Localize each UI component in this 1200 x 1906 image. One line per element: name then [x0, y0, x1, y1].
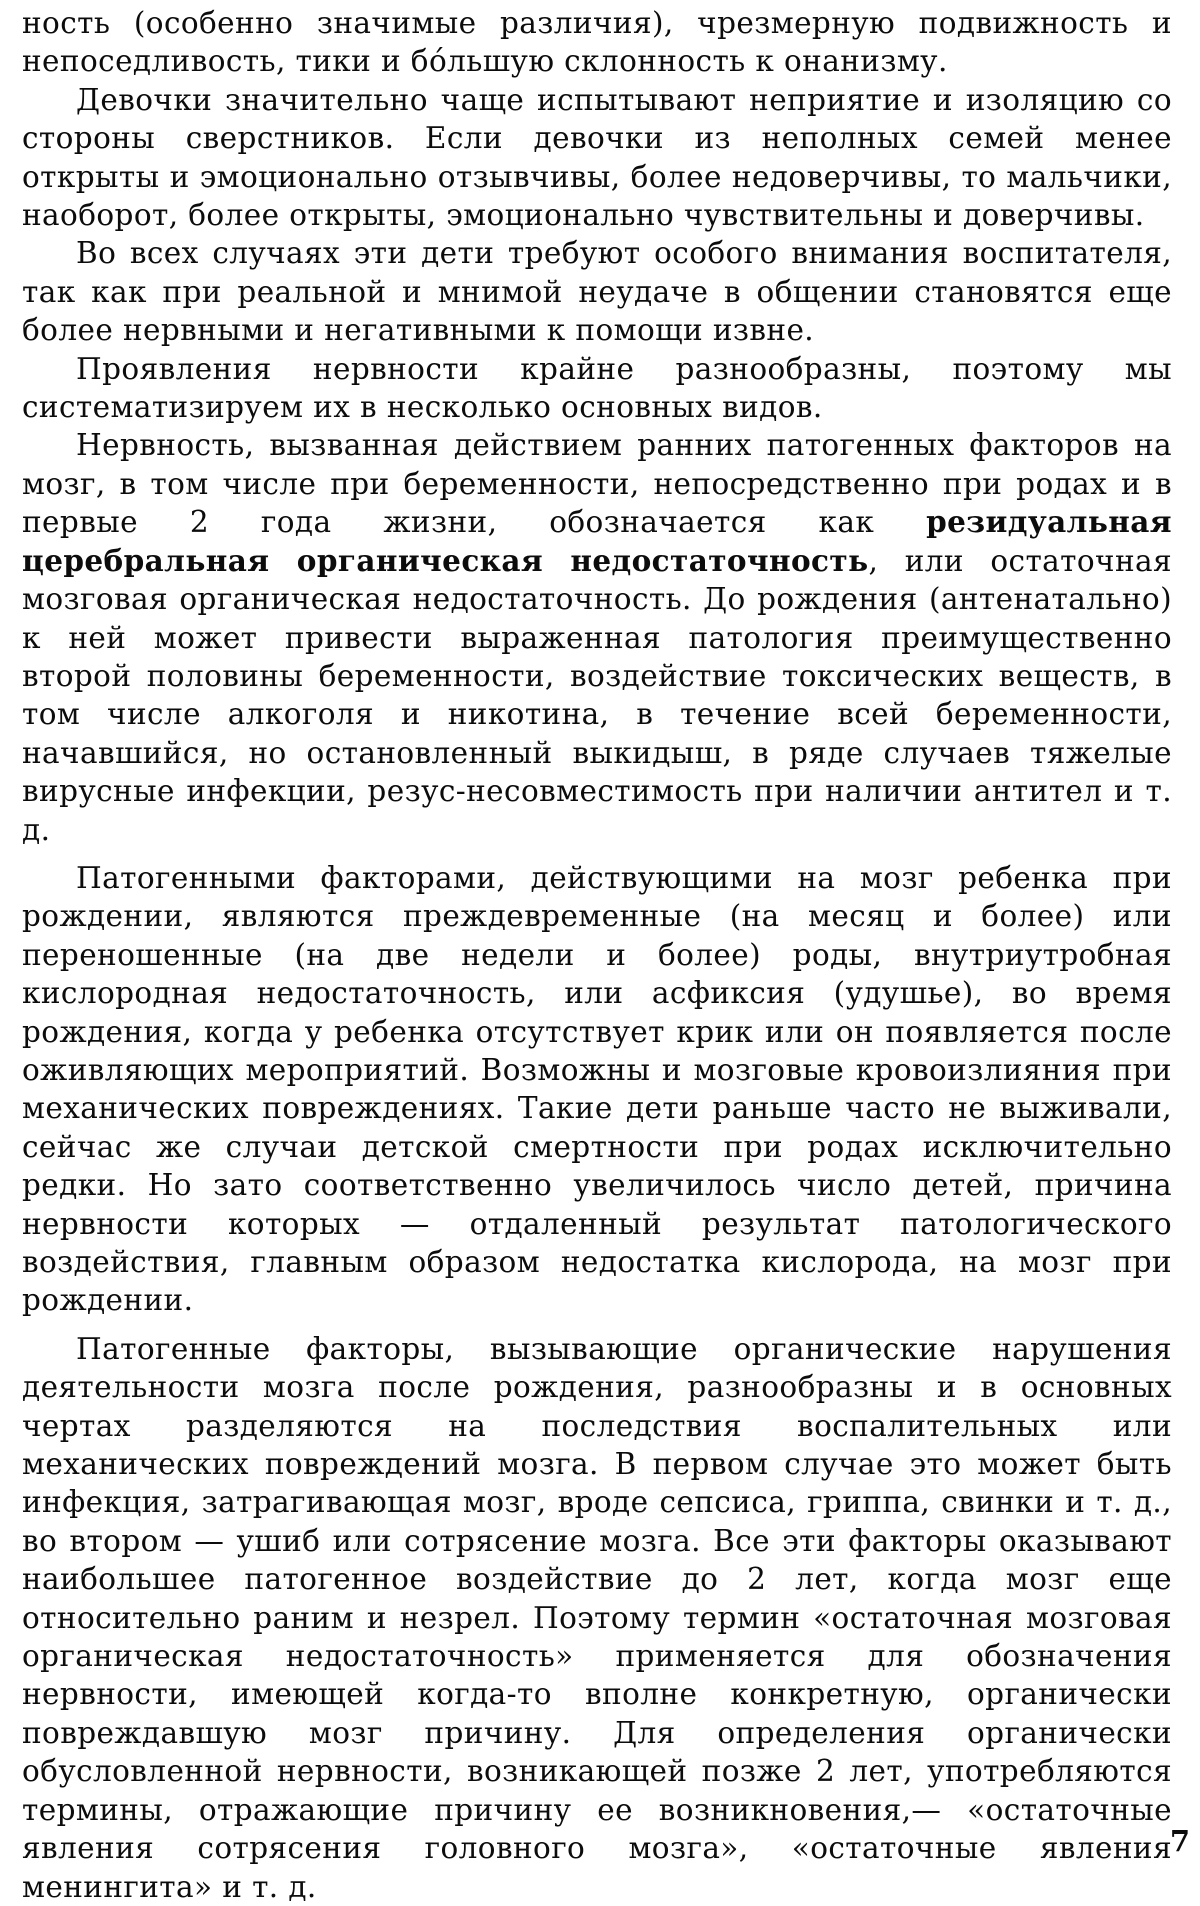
paragraph-postnatal-factors: [22, 1330, 1172, 1906]
paragraph-teacher-attention: [22, 234, 1172, 349]
paragraph-residual-insufficiency: [22, 426, 1172, 848]
paragraph-text: ность (особенно значимые различия), чрезмерную подвижность и непоседливость, тики и бóльшую склонность к онанизму.: [22, 6, 1172, 79]
paragraph-text: , или остаточная мозговая органическая недостаточность. До рождения (антенатально) к ней может привести выраженная патология преимущественно второй половины беременности, воздействие токсических веществ, в том числе алкоголя и никотина, в течение всей беременности, начавшийся, но остановленный выкидыш, в ряде случаев тяжелые вирусные инфекции, резус-несовместимость при наличии антител и т. д.: [22, 543, 1173, 847]
paragraph-text: Нервность, вызванная действием ранних патогенных факторов на мозг, в том числе при беременности, непосредственно при родах и в первые 2 года жизни, обозначается как: [22, 428, 1172, 540]
paragraph-text: Во всех случаях эти дети требуют особого внимания воспитателя, так как при реальной и мнимой неудаче в общении становятся еще более нервными и негативными к помощи извне.: [22, 236, 1172, 348]
paragraph-text: Патогенные факторы, вызывающие органические нарушения деятельности мозга после рождения, разнообразны и в основных чертах разделяются на последствия воспалительных или механических повреждений мозга. В первом случае это может быть инфекция, затрагивающая мозг, вроде сепсиса, гриппа, свинки и т. д., во втором — ушиб или сотрясение мозга. Все эти факторы оказывают наибольшее патогенное воздействие до 2 лет, когда мозг еще относительно раним и незрел. Поэтому термин «остаточная мозговая органическая недостаточность» применяется для обозначения нервности, имеющей когда-то вполне конкретную, органически повреждавшую мозг причину. Для определения органически обусловленной нервности, возникающей позже 2 лет, употребляются термины, отражающие причину ее возникновения,— «остаточные явления сотрясения головного мозга», «остаточные явления менингита» и т. д.: [22, 1331, 1172, 1904]
paragraph-text: Девочки значительно чаще испытывают неприятие и изоляцию со стороны сверстников. Если девочки из неполных семей менее открыты и эмоционально отзывчивы, более недоверчивы, то мальчики, наоборот, более открыты, эмоционально чувствительны и доверчивы.: [22, 82, 1172, 233]
bold-term: резидуальная церебральная органическая недостаточность: [22, 504, 1172, 578]
paragraph-nervousness-types: [22, 350, 1172, 427]
paragraph-girls-isolation: [22, 81, 1172, 235]
page-number: 7: [1169, 1824, 1190, 1858]
book-page: [22, 4, 1173, 1904]
paragraph-birth-factors: [22, 859, 1172, 1320]
paragraph-text: Патогенными факторами, действующими на мозг ребенка при рождении, являются преждевременные (на месяц и более) или переношенные (на две недели и более) роды, внутриутробная кислородная недостаточность, или асфиксия (удушье), во время рождения, когда у ребенка отсутствует крик или он появляется после оживляющих мероприятий. Возможны и мозговые кровоизлияния при механических повреждениях. Такие дети раньше часто не выживали, сейчас же случаи детской смертности при родах исключительно редки. Но зато соответственно увеличилось число детей, причина нервности которых — отдаленный результат патологического воздействия, главным образом недостатка кислорода, на мозг при рождении.: [22, 860, 1172, 1318]
paragraph-text: Проявления нервности крайне разнообразны, поэтому мы систематизируем их в несколько основных видов.: [22, 351, 1172, 425]
paragraph-continuation: [22, 4, 1172, 81]
